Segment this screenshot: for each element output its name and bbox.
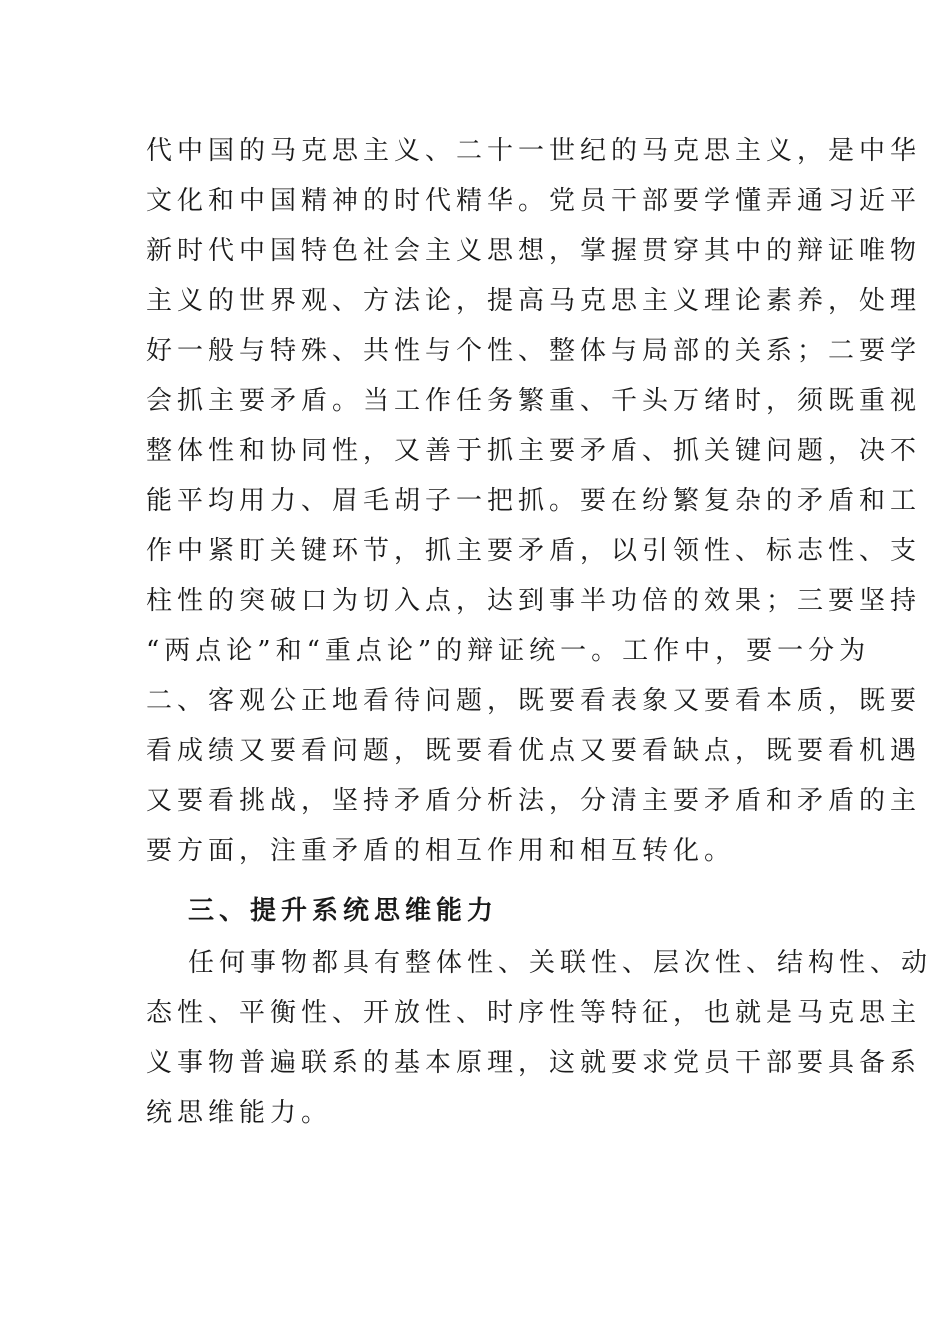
text-line: 又要看挑战，坚持矛盾分析法，分清主要矛盾和矛盾的主 (146, 786, 922, 816)
text-line: 义事物普遍联系的基本原理，这就要求党员干部要具备系 (146, 1048, 922, 1078)
section-heading: 三、提升系统思维能力 (188, 896, 499, 926)
text-line: 二、客观公正地看待问题，既要看表象又要看本质，既要 (146, 686, 922, 716)
text-line: 整体性和协同性，又善于抓主要矛盾、抓关键问题，决不 (146, 436, 922, 466)
text-line: “两点论”和“重点论”的辩证统一。工作中，要一分为 (146, 636, 871, 666)
text-line: 主义的世界观、方法论，提高马克思主义理论素养，处理 (146, 286, 922, 316)
text-line: 统思维能力。 (146, 1098, 333, 1128)
text-line: 看成绩又要看问题，既要看优点又要看缺点，既要看机遇 (146, 736, 922, 766)
text-line: 要方面，注重矛盾的相互作用和相互转化。 (146, 836, 736, 866)
paragraph-systems-thinking (146, 938, 933, 1138)
paragraph-dialectics (146, 126, 922, 876)
text-line: 作中紧盯关键环节，抓主要矛盾，以引领性、标志性、支 (146, 536, 922, 566)
text-line: 能平均用力、眉毛胡子一把抓。要在纷繁复杂的矛盾和工 (146, 486, 922, 516)
text-line: 任何事物都具有整体性、关联性、层次性、结构性、动 (188, 948, 933, 978)
text-line: 会抓主要矛盾。当工作任务繁重、千头万绪时，须既重视 (146, 386, 922, 416)
text-line: 文化和中国精神的时代精华。党员干部要学懂弄通习近平 (146, 186, 922, 216)
text-line: 好一般与特殊、共性与个性、整体与局部的关系；二要学 (146, 336, 922, 366)
document-body (146, 126, 933, 1138)
text-line: 代中国的马克思主义、二十一世纪的马克思主义，是中华 (146, 136, 922, 166)
text-line: 态性、平衡性、开放性、时序性等特征，也就是马克思主 (146, 998, 922, 1028)
text-line: 柱性的突破口为切入点，达到事半功倍的效果；三要坚持 (146, 586, 922, 616)
text-line: 新时代中国特色社会主义思想，掌握贯穿其中的辩证唯物 (146, 236, 922, 266)
